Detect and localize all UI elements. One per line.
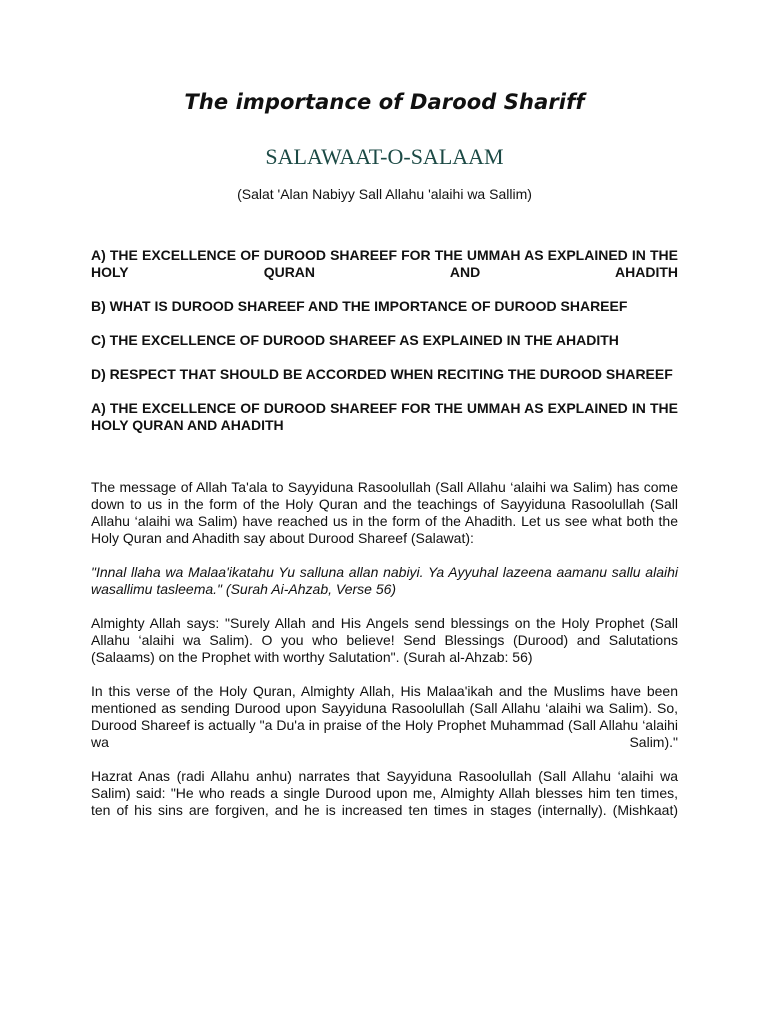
document-body (91, 90, 678, 819)
body-paragraph: Hazrat Anas (radi Allahu anhu) narrates that Sayyiduna Rasoolullah (Sall Allahu ‘alaihi wa Salim) said: "He who reads a single Durood upon me, Almighty Allah blesses him ten times, ten of his sins are forgiven, and he is increased ten times in stages (internally). (Mishkaat) (91, 768, 678, 818)
section-heading: A) THE EXCELLENCE OF DUROOD SHAREEF FOR THE UMMAH AS EXPLAINED IN THE HOLY QURAN AND AHADITH (91, 400, 678, 433)
contents-item-b: B) WHAT IS DUROOD SHAREEF AND THE IMPORTANCE OF DUROOD SHAREEF (91, 298, 628, 314)
body-paragraph: In this verse of the Holy Quran, Almighty Allah, His Malaa'ikah and the Muslims have been mentioned as sending Durood upon Sayyiduna Rasoolullah (Sall Allahu ‘alaihi wa Salim). So, Durood Shareef is actually "a Du'a in praise of the Holy Prophet Muhammad (Sall Allahu ‘alaihi wa Salim)." (91, 683, 678, 750)
document-title: The importance of Darood Shariff (184, 90, 585, 114)
quran-verse-paragraph: "Innal llaha wa Malaa'ikatahu Yu salluna allan nabiyi. Ya Ayyuhal lazeena aamanu sallu alaihi wasallimu tasleema." (Surah Ai-Ahzab, Verse 56) (91, 564, 678, 597)
document-subtitle: SALAWAAT-O-SALAAM (265, 144, 504, 169)
contents-item-d: D) RESPECT THAT SHOULD BE ACCORDED WHEN RECITING THE DUROOD SHAREEF (91, 366, 673, 382)
contents-item-a: A) THE EXCELLENCE OF DUROOD SHAREEF FOR THE UMMAH AS EXPLAINED IN THE HOLY QURAN AND AHADITH (91, 247, 678, 280)
body-paragraph: The message of Allah Ta'ala to Sayyiduna Rasoolullah (Sall Allahu ‘alaihi wa Salim) has come down to us in the form of the Holy Quran and the teachings of Sayyiduna Rasoolullah (Sall Allahu ‘alaihi wa Salim) have reached us in the form of the Ahadith. Let us see what both the Holy Quran and Ahadith say about Durood Shareef (Salawat): (91, 479, 678, 546)
body-paragraph: Almighty Allah says: "Surely Allah and His Angels send blessings on the Holy Prophet (Sall Allahu ‘alaihi wa Salim). O you who believe! Send Blessings (Durood) and Salutations (Salaams) on the Prophet with worthy Salutation". (Surah al-Ahzab: 56) (91, 615, 678, 665)
contents-list (91, 247, 678, 383)
transliteration-line: (Salat 'Alan Nabiyy Sall Allahu 'alaihi wa Sallim) (237, 186, 532, 202)
contents-item-c: C) THE EXCELLENCE OF DUROOD SHAREEF AS EXPLAINED IN THE AHADITH (91, 332, 619, 348)
